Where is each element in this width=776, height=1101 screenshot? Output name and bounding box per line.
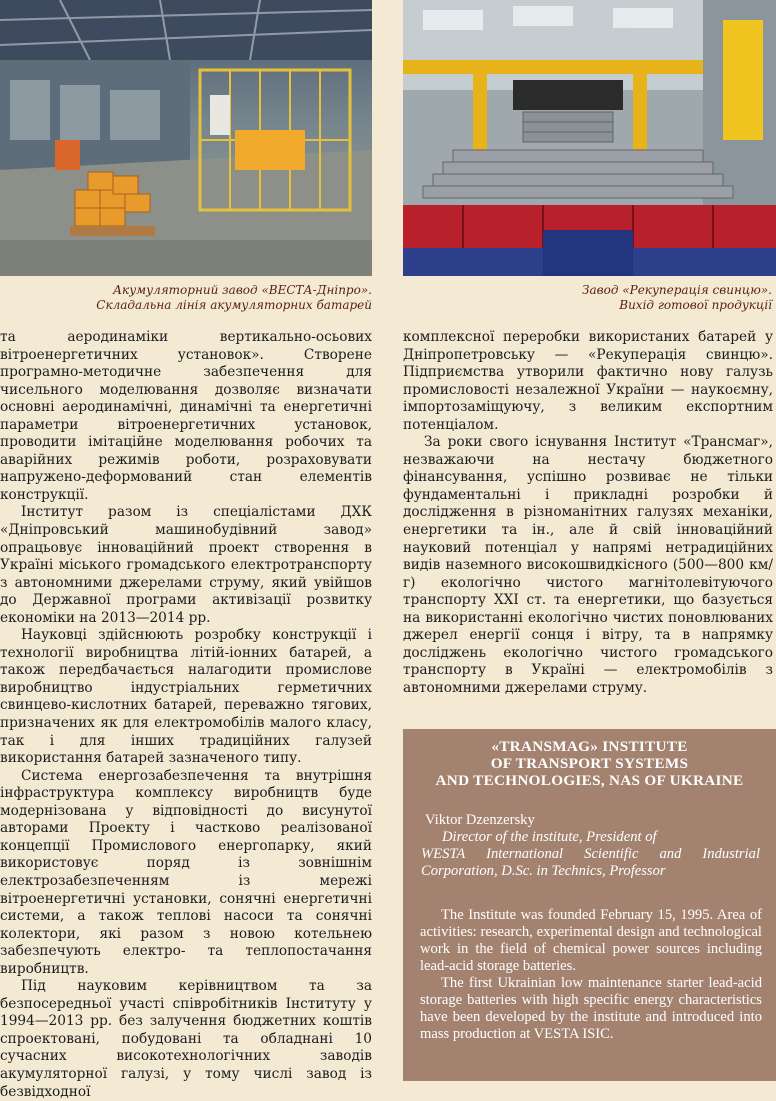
summary-title-line2: OF TRANSPORT SYSTEMS [490, 755, 689, 772]
summary-title-line1: «TRANSMAG» INSTITUTE [491, 738, 688, 755]
article-column-right [403, 329, 773, 697]
photo-lead-recovery-plant [403, 0, 776, 276]
paragraph: Система енергозабезпечення та внутрішня інфраструктура комплексу виробництв буде модернізована у відповідності до висунутої авторами Проекту і частково реалізованої концепції Промислового енергопарку, який використовує поряд із зовнішнім електрозабезпеченням із мережі вітроенергетичні установки, сонячні енергетичні системи, а також теплові насоси та сонячні колектори, які разом з новою котельнею забезпечують електро- та теплопостачання виробництв. [0, 767, 372, 977]
author-name: Viktor Dzenzersky [425, 812, 535, 828]
caption-left-line1: Акумуляторний завод «ВЕСТА-Дніпро». [112, 283, 372, 297]
summary-paragraph: The first Ukrainian low maintenance starter lead-acid storage batteries with high specific energy characteristics have been developed by the institute and introduced into mass production at VESTA ISIC. [420, 975, 762, 1042]
caption-right-line2: Вихід готової продукції [619, 298, 772, 312]
photo-battery-assembly-line [0, 0, 372, 276]
photo-caption-left [0, 283, 372, 313]
paragraph: комплексної переробки використаних батарей у Дніпропетровську — «Рекуперація свинцю». Підприємства утворили фактично нову галузь промисловості незалежної України — наукоємну, імпортозаміщуючу, з великим експортним потенціалом. [403, 329, 773, 433]
paragraph: Науковці здійснюють розробку конструкції і технології виробництва літій-іонних батарей, а також передбачається налагодити промислове виробництво індустріальних герметичних свинцево-кислотних батарей, переважно тягових, призначених як для електромобілів малого класу, так і для інших традиційних галузей використання батарей зазначеного типу. [0, 627, 372, 767]
summary-title-line3: AND TECHNOLOGIES, NAS OF UKRAINE [435, 772, 744, 789]
paragraph: Інститут разом із спеціалістами ДХК «Дніпровський машинобудівний завод» опрацьовує інноваційний проект створення в Україні міського громадського електротранспорту з автономними джерелами струму, який увійшов до Державної програми активізації розвитку економіки на 2013—2014 рр. [0, 504, 372, 626]
paragraph: та аеродинаміки вертикально-осьових вітроенергетичних установок». Створене програмно-методичне забезпечення для чисельного моделювання дозволяє визначати основні аеродинамічні, динамічні та енергетичні параметри вітроенергетичних установок, проводити імітаційне моделювання робочих та аварійних режимів роботи, розраховувати напружено-деформований стан елементів конструкції. [0, 329, 372, 503]
summary-body [420, 907, 762, 1043]
author-title-line2: WESTA International Scientific and Industrial Corporation, D.Sc. in Technics, Professor [421, 846, 760, 879]
caption-left-line2: Складальна лінія акумуляторних батарей [96, 298, 372, 312]
caption-right-line1: Завод «Рекуперація свинцю». [582, 283, 772, 297]
summary-paragraph: The Institute was founded February 15, 1995. Area of activities: research, experimental design and technological work in the field of chemical power sources including lead-acid storage batteries. [420, 907, 762, 974]
article-column-left [0, 329, 372, 1101]
author-title-line1: Director of the institute, President of [442, 829, 657, 845]
author-block [421, 812, 760, 880]
photo-caption-right [403, 283, 772, 313]
paragraph: За роки свого існування Інститут «Трансмаг», незважаючи на нестачу бюджетного фінансування, успішно розвиває не тільки фундаментальні і прикладні розробки й дослідження в різноманітних галузях механіки, енергетики та ін., але й свій інноваційний науковий потенціал у напрямі нетрадиційних видів наземного високошвидкісного (500—800 км/г) екологічно чистого магнітолевітуючого транспорту XXI ст. та енергетики, що базується на використанні екологічно чистих поновлюваних джерел енергії сонця і вітру, та в напрямку досліджень екологічно чистого громадського транспорту в Україні — електромобілів з автономними джерелами струму. [403, 434, 773, 696]
summary-title [403, 738, 776, 789]
english-summary-box [403, 729, 776, 1081]
paragraph: Під науковим керівництвом та за безпосередньої участі співробітників Інституту у 1994—2013 рр. без залучення бюджетних коштів спроектовані, побудовані та обладнані 10 сучасних високотехнологічних заводів акумуляторної галузі, у тому числі завод із безвідходної [0, 978, 372, 1100]
